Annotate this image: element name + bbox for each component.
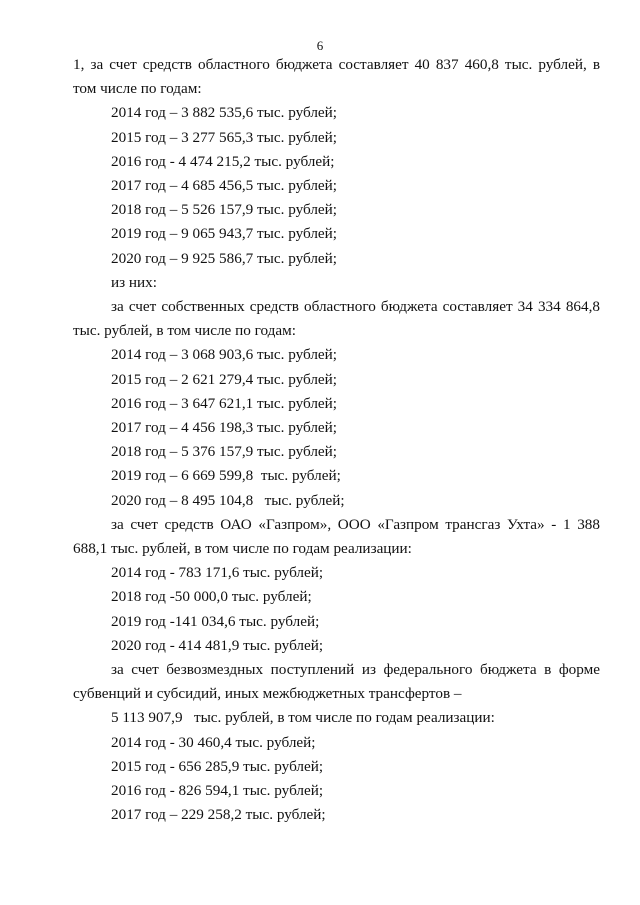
own-year-2014: 2014 год – 3 068 903,6 тыс. рублей;: [111, 346, 338, 364]
regional-budget-line-1: 1, за счет средств областного бюджета составляет 40 837 460,8 тыс. рублей, в: [73, 56, 600, 73]
regional-budget-line-2: том числе по годам:: [73, 80, 202, 98]
federal-line-3: 5 113 907,9 тыс. рублей, в том числе по годам реализации:: [111, 709, 495, 727]
page-content: [73, 53, 600, 828]
gazprom-year-2019: 2019 год -141 034,6 тыс. рублей;: [111, 612, 320, 630]
regional-year-2019: 2019 год – 9 065 943,7 тыс. рублей;: [111, 225, 338, 243]
regional-year-2014: 2014 год – 3 882 535,6 тыс. рублей;: [111, 104, 338, 122]
regional-year-2018: 2018 год – 5 526 157,9 тыс. рублей;: [111, 201, 338, 219]
gazprom-year-2020: 2020 год - 414 481,9 тыс. рублей;: [111, 636, 324, 654]
federal-year-2015: 2015 год - 656 285,9 тыс. рублей;: [111, 757, 324, 775]
gazprom-line-1: за счет средств ОАО «Газпром», ООО «Газпром трансгаз Ухта» - 1 388: [111, 515, 600, 533]
federal-year-2016: 2016 год - 826 594,1 тыс. рублей;: [111, 782, 324, 800]
regional-year-2020: 2020 год – 9 925 586,7 тыс. рублей;: [111, 249, 338, 267]
federal-line-2: субвенций и субсидий, иных межбюджетных трансфертов –: [73, 685, 462, 703]
own-year-2020: 2020 год – 8 495 104,8 тыс. рублей;: [111, 491, 345, 509]
gazprom-year-2018: 2018 год -50 000,0 тыс. рублей;: [111, 588, 312, 606]
own-year-2016: 2016 год – 3 647 621,1 тыс. рублей;: [111, 394, 338, 412]
own-year-2019: 2019 год – 6 669 599,8 тыс. рублей;: [111, 467, 341, 485]
federal-line-1: за счет безвозмездных поступлений из федерального бюджета в форме: [111, 661, 600, 679]
page-number: 6: [316, 38, 324, 53]
gazprom-year-2014: 2014 год - 783 171,6 тыс. рублей;: [111, 564, 324, 582]
own-funds-line-2: тыс. рублей, в том числе по годам:: [73, 322, 296, 340]
own-year-2017: 2017 год – 4 456 198,3 тыс. рублей;: [111, 419, 338, 437]
federal-year-2017: 2017 год – 229 258,2 тыс. рублей;: [111, 806, 326, 824]
federal-year-2014: 2014 год - 30 460,4 тыс. рублей;: [111, 733, 316, 751]
regional-year-2016: 2016 год - 4 474 215,2 тыс. рублей;: [111, 152, 335, 170]
of-them-label: из них:: [111, 273, 157, 291]
regional-year-2017: 2017 год – 4 685 456,5 тыс. рублей;: [111, 177, 338, 195]
own-funds-line-1: за счет собственных средств областного бюджета составляет 34 334 864,8: [111, 298, 600, 316]
gazprom-line-2: 688,1 тыс. рублей, в том числе по годам реализации:: [73, 540, 412, 558]
own-year-2015: 2015 год – 2 621 279,4 тыс. рублей;: [111, 370, 338, 388]
own-year-2018: 2018 год – 5 376 157,9 тыс. рублей;: [111, 443, 338, 461]
regional-year-2015: 2015 год – 3 277 565,3 тыс. рублей;: [111, 128, 338, 146]
